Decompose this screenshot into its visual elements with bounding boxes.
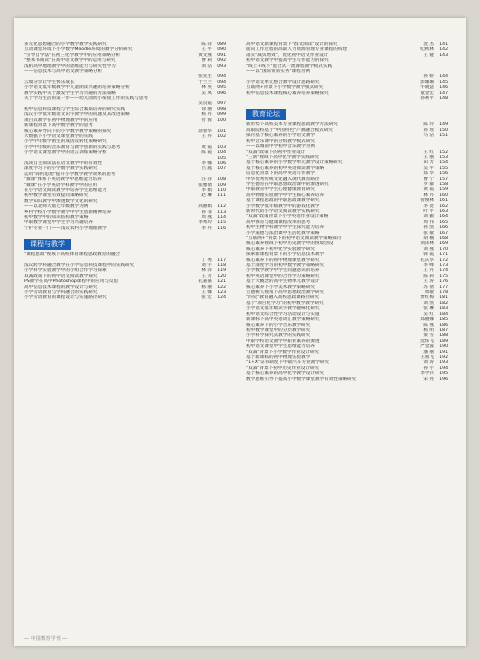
entry-page: 118 <box>217 263 226 269</box>
entry-page: 178 <box>439 290 448 296</box>
entry-title: 小学语文低年级教学中儿童朗读兴趣的培养策略分析 <box>24 85 130 91</box>
entry-title: 初中信息技术课程核心素养培养策略探究 <box>246 90 329 96</box>
entry-author: 王 丽 <box>423 154 434 160</box>
entry-author: 汪 萍 <box>201 177 212 183</box>
entry-title: 小学数学教学中学生问题意识的培养 <box>246 268 320 274</box>
entry-page: 185 <box>439 317 448 323</box>
entry-title: 项目式教学在初中物理教学中的应用 <box>24 117 98 123</box>
entry-page: 153 <box>439 154 448 160</box>
entry-page: 115 <box>217 220 226 226</box>
entry-author: 刘 涛 <box>423 360 434 366</box>
entry-page: 189 <box>439 338 448 344</box>
entry-author: 宋 亮 <box>423 376 434 382</box>
entry-page: 092 <box>217 58 226 64</box>
entry-title: 探讨基于核心素养的小学语文教学 <box>246 133 315 139</box>
entry-author: 郑丽娜 <box>420 317 434 323</box>
entry-title: 小学科学探究式教学的实践研究 <box>246 333 311 339</box>
entry-page: 190 <box>439 344 448 350</box>
entry-title: "整本书阅读"在高中语文教学中的运用与研究 <box>24 58 116 64</box>
entry-title: "1+X"证书制度下中职汽车专业教学研究 <box>246 360 330 366</box>
entry-author: 王 红 <box>423 149 434 155</box>
entry-title: 初中语文教学中提高学生写作能力的探究 <box>246 58 329 64</box>
entry-page: 163 <box>439 208 448 214</box>
entry-author: 吴 平 <box>423 165 434 171</box>
entry-author: 韩 霞 <box>423 252 434 258</box>
entry-title: "互联网+"背景下的初中语文阅读教学策略探讨 <box>246 236 342 241</box>
entry-author: 李 峰 <box>423 263 434 269</box>
entry-title: 中职学校语文教学中职业素养的渗透 <box>246 338 320 344</box>
entry-page: 147 <box>439 90 448 96</box>
entry-title: 浅议跨学科融合教学在小学信息科技课程中的实践研究 <box>24 263 135 269</box>
entry-author: 杨 丽 <box>201 284 212 290</box>
entry-title: 初中数学课堂中的分层教学研究 <box>246 327 311 333</box>
left-toc-list-2 <box>24 252 236 301</box>
entry-author: 孙 凯 <box>423 225 434 231</box>
entry-page: 164 <box>439 214 448 220</box>
left-column <box>24 42 236 634</box>
entry-page: 091 <box>217 52 226 58</box>
entry-page: 089 <box>217 42 226 47</box>
entry-title: "课程思政"视域下高校体育课程思政教育的融合 <box>24 252 121 258</box>
entry-author: 孙 菲 <box>201 209 212 215</box>
entry-title: 数学知识教学中渗透数学文化的研究 <box>24 198 98 204</box>
entry-title: 小学劳动教育的课程设计与实施路径研究 <box>24 295 107 301</box>
entry-author: 孙 娇 <box>423 74 434 80</box>
entry-page: 158 <box>439 181 448 187</box>
entry-author: 陈 萍 <box>201 42 212 47</box>
entry-title: "三新"视域下高中化学教学实践研究 <box>246 154 320 160</box>
entry-title: "微课"体系下英语教学中思维能力培养 <box>24 177 102 183</box>
entry-author: 童金宏 <box>420 90 434 96</box>
entry-page: 121 <box>217 279 226 285</box>
entry-author: 王 健 <box>423 52 434 58</box>
entry-title: 初中信息科技课程与学生综合素质培养的研究实践 <box>24 106 126 112</box>
entry-title: "双减"背景下小学数学作业设计研究 <box>246 349 320 355</box>
entry-page: 162 <box>439 203 448 209</box>
entry-author: 周 伟 <box>423 219 434 225</box>
entry-author: 吴 凤 <box>201 90 212 96</box>
entry-title: 云端分享让学生快乐成长 <box>24 79 75 85</box>
entry-author: 苏 倩 <box>423 284 434 290</box>
entry-page: 107 <box>217 166 226 172</box>
entry-page: 105 <box>217 155 226 161</box>
entry-page: 160 <box>439 192 448 198</box>
right-column <box>246 42 458 634</box>
entry-author: 徐 丽 <box>201 106 212 112</box>
entry-author: 刘 宇 <box>201 263 212 269</box>
entry-author: 吴 红 <box>423 311 434 317</box>
entry-title: 基于"项目化学习"的初中数学教学研究 <box>246 300 324 306</box>
entry-page: 100 <box>217 117 226 123</box>
entry-page: 098 <box>217 106 226 112</box>
entry-page: 183 <box>439 306 448 312</box>
entry-author: 张 琳 <box>423 306 434 312</box>
entry-title: 基于大概念的高中生物单元教学设计 <box>246 279 320 285</box>
entry-title: 探索新课程背景下的小学信息技术教学 <box>246 252 325 258</box>
entry-page: 151 <box>439 133 448 139</box>
entry-author: 孙利平 <box>420 96 434 102</box>
entry-author: 郑 华 <box>423 171 434 177</box>
entry-page: 095 <box>217 85 226 91</box>
entry-title: 小学劳动教育与学科融合的实践研究 <box>24 290 98 296</box>
entry-page: 114 <box>217 215 226 220</box>
entry-title: 初中数学课堂有效提问策略研究 <box>24 193 89 199</box>
entry-title: 深度学习下的小学数学教学实践研究 <box>24 166 98 172</box>
entry-page: 144 <box>439 74 448 80</box>
right-toc-list <box>246 42 458 101</box>
entry-page: 168 <box>439 236 448 241</box>
entry-title: 运用"简约思想"提升小学数学教学效果的思考 <box>24 171 116 177</box>
entry-author: 高丽娟 <box>198 204 212 210</box>
entry-title: ——信息技术与高中语文教学策略分析 <box>24 69 103 75</box>
entry-page: 111 <box>217 193 226 199</box>
entry-author: 王 丹 <box>423 268 434 274</box>
entry-author: 贾红梅 <box>420 295 434 301</box>
entry-page: 186 <box>439 322 448 328</box>
section-header-forum: 教育论坛 <box>246 109 286 120</box>
entry-author: 孙 宇 <box>423 365 434 371</box>
entry-page: 193 <box>439 360 448 366</box>
entry-author: 潘 丽 <box>423 349 434 355</box>
entry-author: 林 萍 <box>201 268 212 274</box>
entry-title: 小学中年级学困生的成因及转化策略研究 <box>24 139 107 145</box>
entry-author: 陈 霞 <box>201 150 212 156</box>
entry-title: 初中音乐课中的分组教学模式研究 <box>246 138 315 144</box>
entry-title: 小学语文课堂教学中的语言训练策略分析 <box>24 150 107 156</box>
entry-page: 157 <box>439 176 448 182</box>
entry-page: 094 <box>217 74 226 80</box>
entry-author: 涂春华 <box>198 128 212 134</box>
entry-author: 胡 楠 <box>423 236 434 241</box>
entry-page: 196 <box>439 376 448 382</box>
entry-author: 王 芳 <box>201 273 212 279</box>
entry-page: 165 <box>439 219 448 225</box>
entry-author: 吴良霞 <box>198 101 212 107</box>
entry-page: 152 <box>439 149 448 155</box>
entry-title: 教学实践中关于激发学生学习兴趣的方法策略 <box>24 90 116 96</box>
entry-title: 初中语文课堂中学生思维能力培养 <box>246 344 315 350</box>
entry-page: 093 <box>217 63 226 69</box>
entry-author: 罗 敏 <box>423 181 434 187</box>
entry-page: 112 <box>217 204 226 210</box>
entry-page: 195 <box>439 371 448 377</box>
entry-title: 数学思维引导下提高小学数学课堂教学有效性策略研究 <box>246 376 357 382</box>
entry-page: 187 <box>439 327 448 333</box>
entry-title: 学生德育在中职思想政治课中的渗透研究 <box>246 181 329 187</box>
entry-page: 141 <box>439 42 448 47</box>
entry-title: 关于学习生活的第一步——幼儿园幼小衔接工作的实践与思考 <box>24 96 149 102</box>
entry-author: 李学兵 <box>420 371 434 377</box>
entry-author: 王 平 <box>201 47 212 53</box>
entry-title: 新课程背景下高中数学教学的思考 <box>24 123 93 129</box>
entry-page: 161 <box>439 198 448 204</box>
toc-entry <box>24 295 236 300</box>
entry-title: 浅析高中地理教学中的思维能力与研究性学习 <box>24 63 116 69</box>
entry-title: 中职教育中学生心理健康教育研究 <box>246 187 315 193</box>
entry-title: 浅谈自主阅读法在语文教学中的有效性 <box>24 160 103 166</box>
entry-page: 191 <box>439 349 448 355</box>
entry-page: 094 <box>217 79 226 85</box>
entry-title: ——以城南中学初中音乐教学为例 <box>246 144 315 150</box>
entry-title: 信息化背景下的高中英语写作教学 <box>246 171 315 177</box>
entry-author: 陈 莉 <box>423 273 434 279</box>
entry-page: 122 <box>217 284 226 290</box>
entry-author: 李 丹 <box>201 225 212 231</box>
entry-author: 刘 洁 <box>201 63 212 69</box>
toc-entry <box>246 96 458 101</box>
entry-author: 杨 丹 <box>201 112 212 118</box>
entry-author: 张雅倩 <box>198 182 212 188</box>
entry-title: ——以"国际贸易实务"课程为例 <box>246 69 310 75</box>
entry-author: 刘 颖 <box>423 214 434 220</box>
entry-title: 新课标下高中英语词汇教学策略研究 <box>246 317 320 323</box>
entry-page: 145 <box>439 79 448 85</box>
entry-page: 117 <box>217 257 226 263</box>
entry-title: 初中语文综合性学习活动设计与实施 <box>246 311 320 317</box>
entry-author: 于兰兰 <box>198 79 212 85</box>
entry-title: "引导自学法"在初三化学教学中的应用策略分析 <box>24 52 121 58</box>
entry-author: 丁 秀 <box>201 257 212 263</box>
entry-page: 143 <box>439 52 448 58</box>
entry-title: 初中英语课堂中的合作学习策略研究 <box>246 273 320 279</box>
entry-page: 170 <box>439 246 448 252</box>
entry-page: 104 <box>217 150 226 156</box>
entry-title: 基于新课标的初中物理实验教学 <box>246 354 311 360</box>
entry-page: 192 <box>439 354 448 360</box>
entry-title: 互动课堂环境下小学数学Moodle环境的教学分析研究 <box>24 47 133 53</box>
entry-title: 小学道德与法治课中生活化教学策略 <box>246 230 320 236</box>
entry-title: 高中信息技术课程的教学设计与研究 <box>24 284 98 290</box>
entry-page: 097 <box>217 101 226 107</box>
entry-page: 166 <box>439 225 448 231</box>
entry-title: "双减"政策下的初中作业设计 <box>246 149 306 155</box>
entry-page: 174 <box>439 268 448 274</box>
entry-page: 102 <box>217 133 226 139</box>
entry-page: 173 <box>439 263 448 269</box>
entry-title: 中职数学课堂中学生学习兴趣培养 <box>24 220 93 226</box>
entry-page: 175 <box>439 273 448 279</box>
entry-title: 互联网+背景下小学数学教学模式研究 <box>246 85 324 91</box>
entry-page: 184 <box>439 311 448 317</box>
entry-page: 176 <box>439 279 448 285</box>
entry-page: 167 <box>439 230 448 236</box>
entry-author: 张 宏 <box>201 295 212 301</box>
entry-title: 高中体育与健康课程改革的思考 <box>246 219 311 225</box>
entry-page: 181 <box>439 295 448 301</box>
entry-page: 156 <box>439 171 448 177</box>
document-page <box>14 18 466 646</box>
entry-page: 148 <box>439 96 448 102</box>
entry-author: 曹 莉 <box>201 58 212 64</box>
entry-author: 沈 杰 <box>423 42 434 47</box>
entry-author: 付 蓉 <box>201 117 212 123</box>
entry-title: 小学科学实验教学中的小组合作学习探索 <box>24 268 107 274</box>
entry-author: 沈炜飞 <box>420 338 434 344</box>
entry-author: 孔嘉嘉 <box>198 279 212 285</box>
entry-author: 赵 琳 <box>201 193 212 199</box>
entry-page: 177 <box>439 284 448 290</box>
entry-title: 小学语文单元整合教学设计思路研究 <box>246 79 320 85</box>
entry-page: 150 <box>439 127 448 133</box>
entry-author: 张先生 <box>198 74 212 80</box>
entry-page: 182 <box>439 300 448 306</box>
entry-author: 李 贺 <box>423 203 434 209</box>
entry-author: 李 娜 <box>201 160 212 166</box>
entry-page: 108 <box>217 177 226 183</box>
entry-page: 169 <box>439 241 448 247</box>
entry-title: 新形势下高校美术专业课程思政教学方法研究 <box>246 122 338 128</box>
entry-page: 120 <box>217 273 226 279</box>
entry-page: 124 <box>217 295 226 301</box>
entry-title: 面向工作过程的高职人力资源管理专业课程的构建 <box>246 47 348 53</box>
entry-title: PS教学在高中Photoshop课程中的应用与反思 <box>24 279 119 285</box>
entry-title: 宁护专业一门——浅议农村小学地理教学 <box>24 225 107 231</box>
entry-author: 叶 平 <box>423 208 434 214</box>
entry-page: 113 <box>217 209 226 215</box>
entry-author: 刘 凯 <box>423 300 434 306</box>
entry-title: 基于课程思政的中职思政课教学研究 <box>246 198 320 204</box>
entry-title: 核心素养导向下的小学数学教学策略的探究 <box>24 128 112 134</box>
entry-title: ——以北师大版七年级数学为例 <box>24 204 89 210</box>
entry-author: 陈 玲 <box>423 122 434 128</box>
entry-page: 106 <box>217 160 226 166</box>
left-toc-list <box>24 42 236 231</box>
entry-page: 099 <box>217 112 226 118</box>
entry-title: 立德树人视角下高中思想政治教学研究 <box>246 290 325 296</box>
section-header-course: 课程与教学 <box>24 239 71 250</box>
entry-title: 在小学语文阅读教学中培养学生思维能力 <box>24 187 107 193</box>
entry-page: 123 <box>217 290 226 296</box>
entry-page: 155 <box>439 165 448 171</box>
entry-author: 林 丹 <box>423 192 434 198</box>
entry-author: 牛晓慧 <box>420 85 434 91</box>
entry-title: 中华优秀传统文化融入现代教育路径 <box>246 176 320 182</box>
entry-author: 严金波 <box>420 344 434 350</box>
entry-page: 154 <box>439 160 448 166</box>
entry-author: 孔庆华 <box>420 257 434 263</box>
entry-title: 核心素养视域下初中历史教学中的情境创设 <box>246 241 334 247</box>
entry-title: 新时代的小学语文阅读教学实践研究 <box>246 208 320 214</box>
entry-title: 核心素养下初中化学实验教学研究 <box>246 246 315 252</box>
entry-title: 小学数学低年级教学中的游戏化教学 <box>246 203 320 209</box>
entry-author: 黄文燕 <box>198 52 212 58</box>
entry-title: 落实"减负增效"，优化初中语文作业设计 <box>246 52 329 58</box>
toc-entry <box>24 150 236 155</box>
toc-entry <box>24 226 236 231</box>
entry-author: 曾俊林 <box>420 198 434 204</box>
entry-page: 101 <box>217 128 226 134</box>
entry-page: 110 <box>217 187 226 193</box>
toc-entry <box>246 377 458 382</box>
entry-title: 高中语文新课程背景下"群文阅读"设计的探究 <box>246 42 338 47</box>
entry-page: 142 <box>439 47 448 53</box>
entry-title: "双减"政策背景下小学英语作业设计策略 <box>246 214 329 220</box>
entry-page: 194 <box>439 365 448 371</box>
entry-author: 纪秋林 <box>420 47 434 53</box>
entry-page: 171 <box>439 252 448 258</box>
entry-page: 172 <box>439 257 448 263</box>
entry-title: 小学中年级的音乐教育与教学创新的实践与思考 <box>24 144 121 150</box>
entry-title: 基于深度学习的初中数学教学策略研究 <box>246 263 325 269</box>
entry-page: 188 <box>439 333 448 339</box>
entry-title: 基于核心素养的初中英语阅读教学策略 <box>246 165 325 171</box>
entry-title: 核心素养下的初中物理课堂教学研究 <box>246 257 320 263</box>
entry-author: 王 涛 <box>423 279 434 285</box>
entry-page: 090 <box>217 47 226 53</box>
entry-title: 双减政策下的初中语文阅读教学探究 <box>24 273 98 279</box>
entry-title: 基于核心素养的小学数学单元教学设计策略研究 <box>246 160 343 166</box>
entry-page: 109 <box>217 182 226 188</box>
entry-author: 王燕飞 <box>420 354 434 360</box>
entry-title: 基于核心素养的高中化学教学设计研究 <box>246 371 325 377</box>
entry-title: 浅议小学低年级语文识字教学中的问题及其改进策略 <box>24 112 130 118</box>
page-footer: — 中国教育学刊 — <box>24 636 68 642</box>
entry-page: 116 <box>217 225 226 231</box>
entry-title: 初中生物学科教学中学生探究能力培养 <box>246 225 325 231</box>
entry-author: 孙 瑶 <box>423 127 434 133</box>
entry-title: 小学语文低年级识字教学趣味化研究 <box>246 306 320 312</box>
right-toc-list-2 <box>246 122 458 382</box>
entry-title: "微课"在小学英语学科教学中的应用 <box>24 182 98 188</box>
entry-author: 田 芳 <box>423 160 434 166</box>
entry-title: 高中物理实验教学中学生核心素养培养 <box>246 192 325 198</box>
entry-title: 核心素养下的小学音乐教学研究 <box>246 322 311 328</box>
entry-page: 096 <box>217 90 226 96</box>
entry-author: 周敏 <box>424 290 434 296</box>
entry-page: 146 <box>439 85 448 91</box>
entry-author: 黄 霞 <box>423 187 434 193</box>
entry-author: 张 敏 <box>423 230 434 236</box>
entry-author: 曹 宁 <box>423 176 434 182</box>
entry-author: 陈 燕 <box>423 322 434 328</box>
entry-title: "线上+线下"混合式一流课程教学模式实践 <box>246 63 333 69</box>
entry-title: 乡村学校小学数学教学中学生创新精神培养 <box>24 209 112 215</box>
entry-author: 王 丹 <box>201 133 212 139</box>
entry-author: 吕 越 <box>201 166 212 172</box>
entry-author: 林 英 <box>201 85 212 91</box>
entry-author: 周 燕 <box>201 215 212 220</box>
entry-author: 刘 燕 <box>423 246 434 252</box>
entry-author: 彭珊珊 <box>420 79 434 85</box>
entry-title: 初中数学中的知识结构教学策略 <box>24 215 89 220</box>
entry-title: 高职院校基于"中国特色"产教融合模式研究 <box>246 127 333 133</box>
entry-author: 王 娜 <box>201 290 212 296</box>
entry-page: 103 <box>217 144 226 150</box>
entry-author: 杨 明 <box>423 327 434 333</box>
entry-author: 马 洁 <box>423 133 434 139</box>
entry-title: "双减"背景下初中历史作业设计研究 <box>246 365 320 371</box>
entry-author: 刘泽林 <box>420 241 434 247</box>
entry-page: 149 <box>439 122 448 128</box>
entry-title: 大数据下小学语文课堂教学的实践 <box>24 133 93 139</box>
entry-page: 159 <box>439 187 448 193</box>
entry-author: 黄 霞 <box>201 144 212 150</box>
entry-author: 李秀玲 <box>198 220 212 226</box>
entry-title: 核心素养下小学美术教学策略研究 <box>246 284 315 290</box>
entry-title: 多元化思想融合的小学数学教学实践研究 <box>24 42 107 47</box>
entry-title: "四史"教育融入高校思政课路径研究 <box>246 295 320 301</box>
entry-author: 李 娟 <box>201 187 212 193</box>
entry-author: 梁 雪 <box>423 333 434 339</box>
entry-page: 119 <box>217 268 226 274</box>
